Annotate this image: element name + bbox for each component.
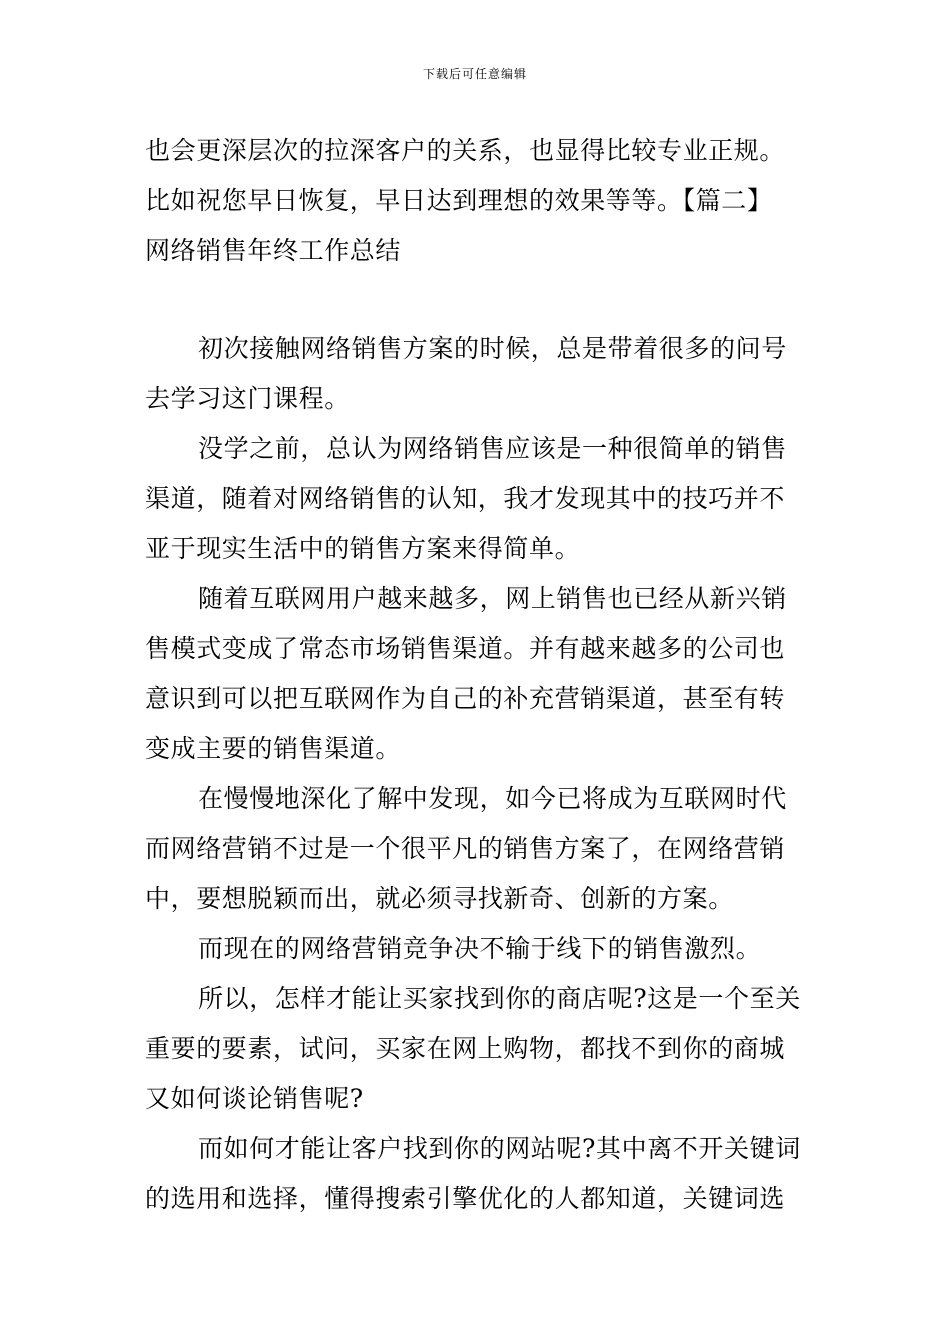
- text-line: 意识到可以把互联网作为自己的补充营销渠道，甚至有转: [145, 684, 786, 713]
- document-body: [145, 126, 807, 1224]
- text-line: 售模式变成了常态市场销售渠道。并有越来越多的公司也: [145, 634, 786, 663]
- paragraph-start: 而现在的网络营销竞争决不输于线下的销售激烈。: [198, 934, 762, 963]
- paragraph-start: 初次接触网络销售方案的时候，总是带着很多的问号: [198, 334, 787, 363]
- text-line: 而网络营销不过是一个很平凡的销售方案了，在网络营销: [145, 834, 786, 863]
- paragraph-start: 而如何才能让客户找到你的网站呢?其中离不开关键词: [198, 1134, 801, 1163]
- paragraph-start: 没学之前，总认为网络销售应该是一种很简单的销售: [198, 434, 787, 463]
- paragraph-start: 所以，怎样才能让买家找到你的商店呢?这是一个至关: [198, 984, 801, 1013]
- text-line: 又如何谈论销售呢?: [145, 1084, 364, 1113]
- text-line: 比如祝您早日恢复，早日达到理想的效果等等。【篇二】: [145, 186, 773, 215]
- paragraph-start: 随着互联网用户越来越多，网上销售也已经从新兴销: [198, 584, 787, 613]
- text-line: 去学习这门课程。: [145, 384, 350, 413]
- text-line: 的选用和选择，懂得搜索引擎优化的人都知道，关键词选: [145, 1184, 786, 1213]
- text-line: 重要的要素，试问，买家在网上购物，都找不到你的商城: [145, 1034, 786, 1063]
- text-line: 渠道，随着对网络销售的认知，我才发现其中的技巧并不: [145, 484, 786, 513]
- text-line: 中，要想脱颖而出，就必须寻找新奇、创新的方案。: [145, 884, 734, 913]
- text-line: 变成主要的销售渠道。: [145, 734, 402, 763]
- text-line: 也会更深层次的拉深客户的关系，也显得比较专业正规。: [145, 136, 786, 165]
- page-header: 下载后可任意编辑: [422, 67, 527, 81]
- text-line: 亚于现实生活中的销售方案来得简单。: [145, 534, 581, 563]
- paragraph-start: 在慢慢地深化了解中发现，如今已将成为互联网时代: [198, 784, 787, 813]
- section-title: 网络销售年终工作总结: [145, 236, 402, 265]
- paragraph-gap: [145, 276, 807, 324]
